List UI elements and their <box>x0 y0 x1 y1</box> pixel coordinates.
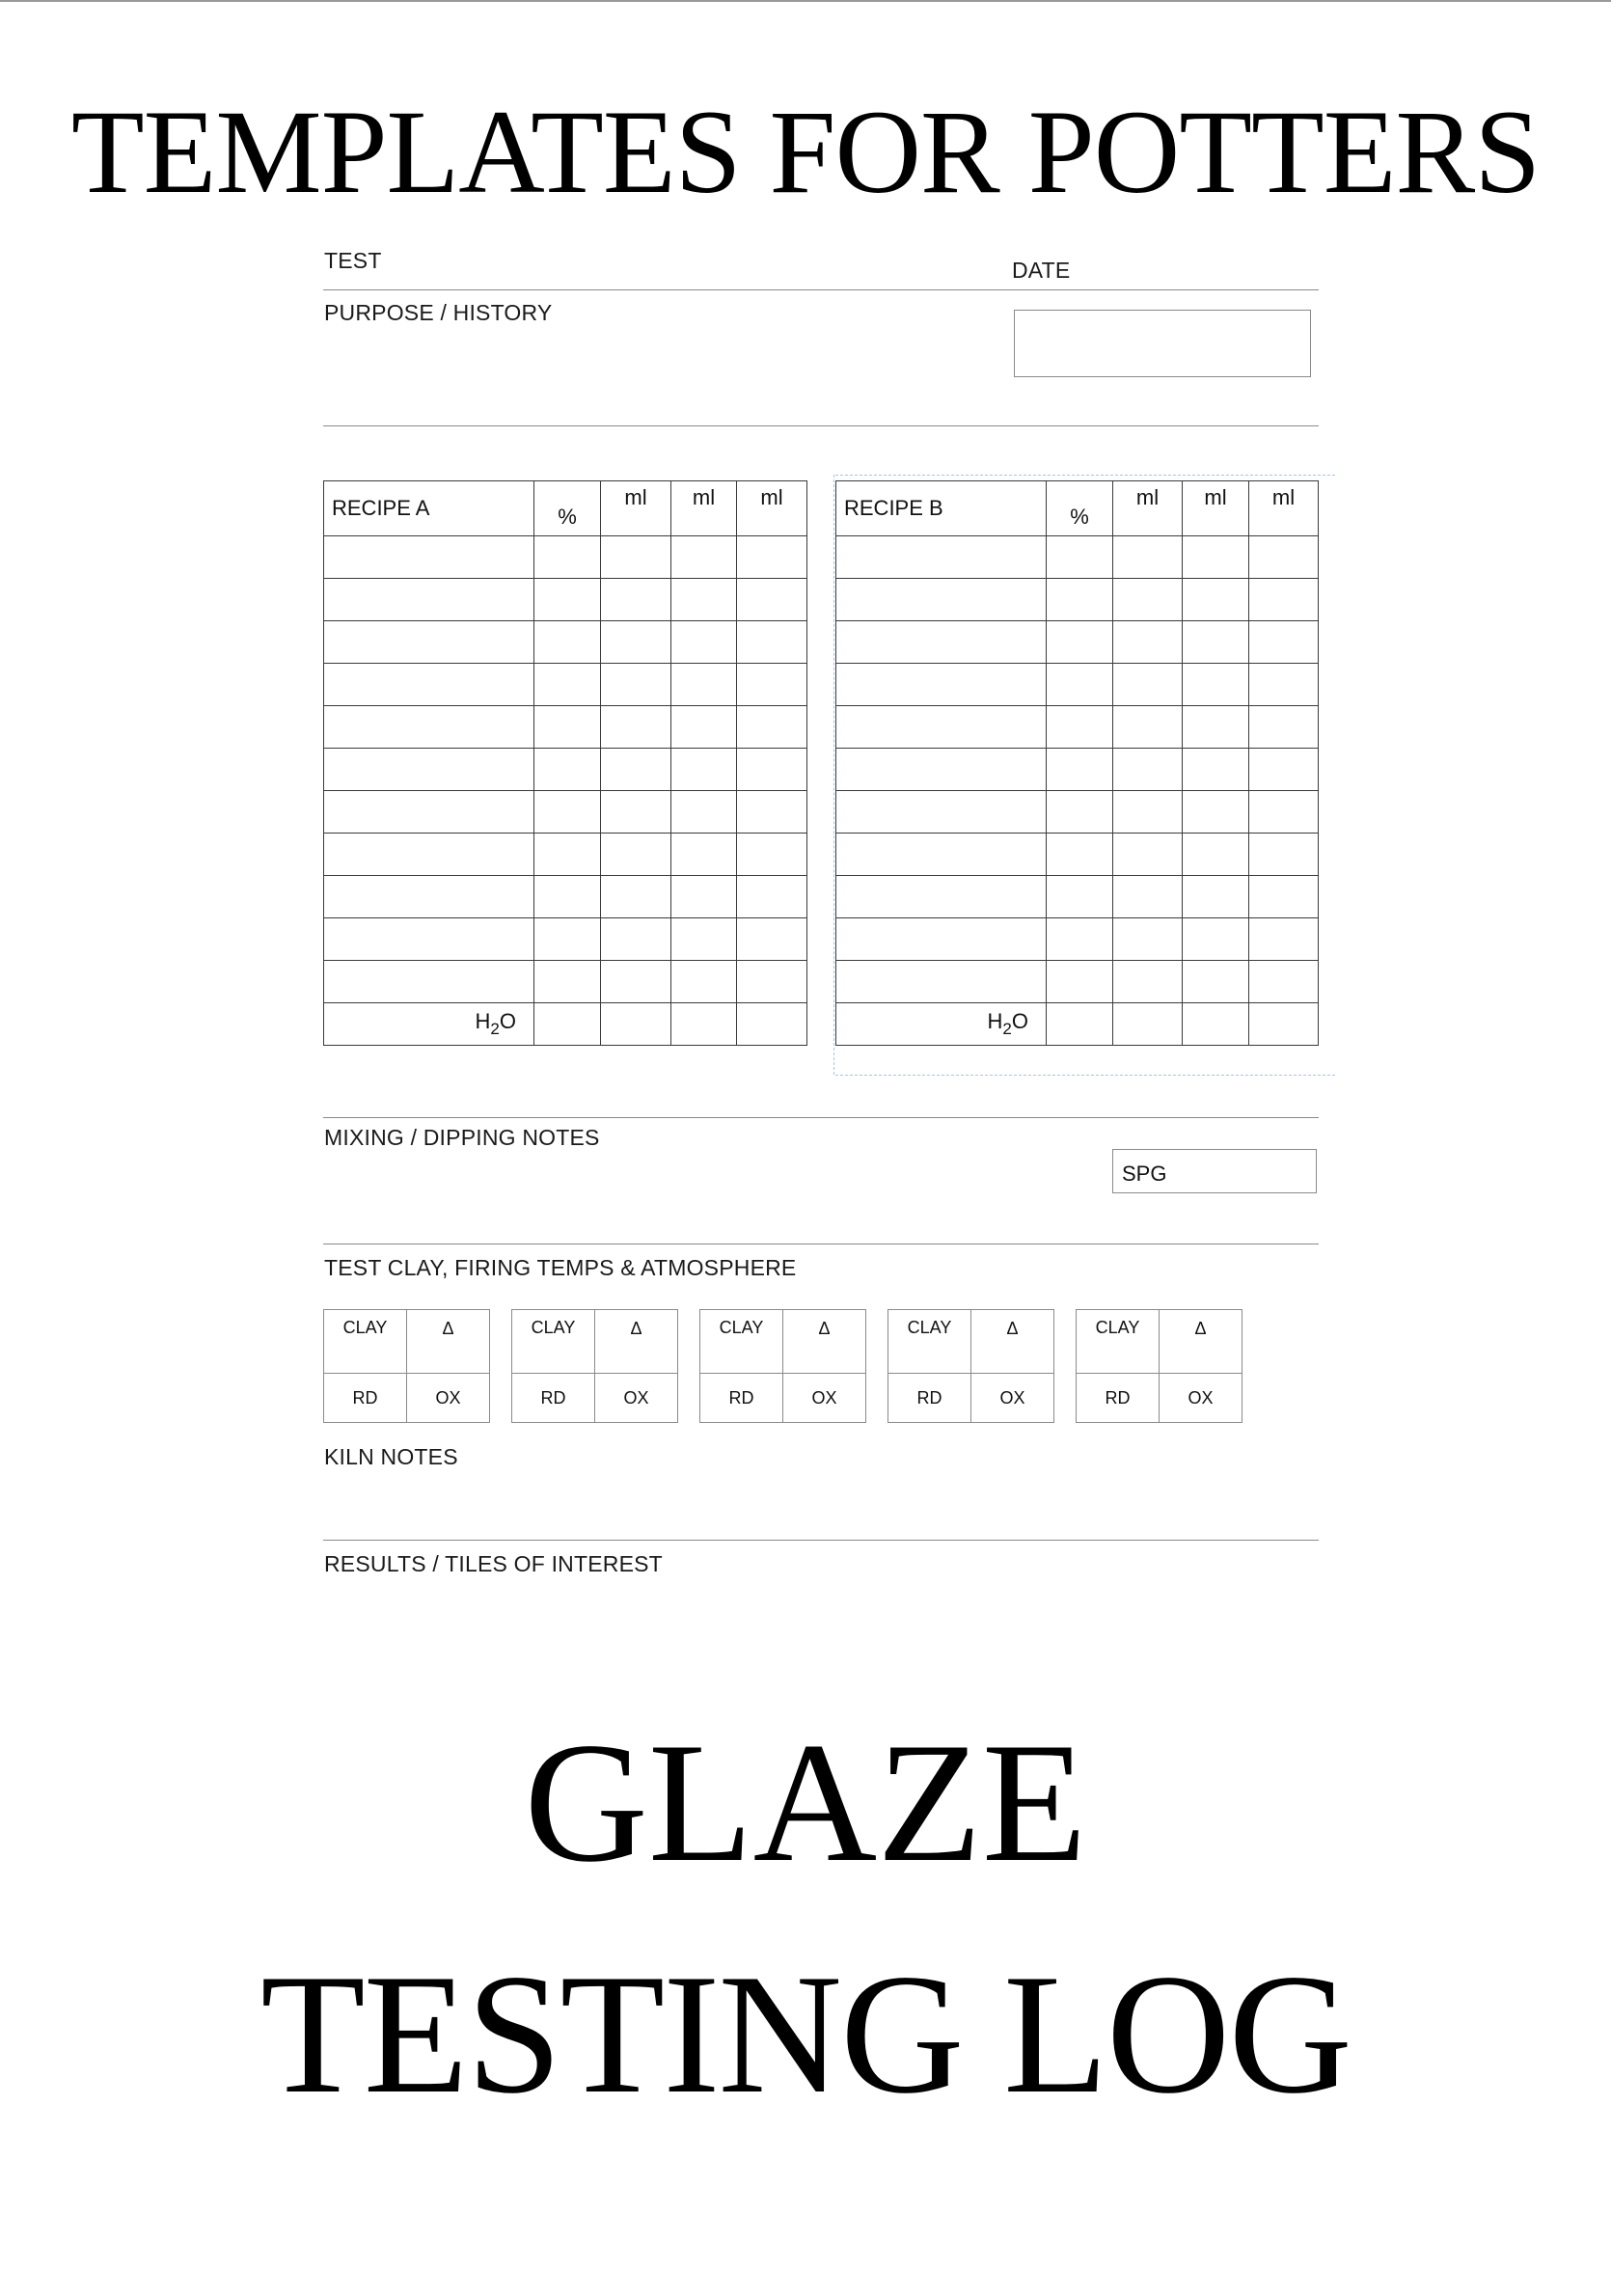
recipe-cell[interactable] <box>324 664 534 706</box>
recipe-cell[interactable] <box>1113 664 1183 706</box>
recipe-cell[interactable] <box>671 791 737 834</box>
recipe-cell[interactable] <box>671 876 737 918</box>
recipe-a-name: RECIPE A <box>324 481 534 536</box>
cone-icon[interactable]: Δ <box>1160 1310 1242 1374</box>
purpose-line <box>323 425 1319 426</box>
recipe-row <box>836 536 1319 579</box>
recipe-cell[interactable] <box>836 876 1047 918</box>
recipe-cell[interactable] <box>1183 791 1249 834</box>
recipe-cell[interactable] <box>601 834 671 876</box>
recipe-cell[interactable] <box>1047 579 1113 621</box>
oxidation-cell[interactable]: OX <box>407 1374 490 1423</box>
kiln-notes-line <box>323 1540 1319 1541</box>
recipe-b-ml-header: ml <box>1249 481 1319 536</box>
recipe-cell[interactable] <box>1047 621 1113 664</box>
spg-box[interactable] <box>1112 1149 1317 1193</box>
recipe-b-body <box>836 536 1319 1003</box>
recipe-cell[interactable] <box>1113 876 1183 918</box>
test-clay-label: TEST CLAY, FIRING TEMPS & ATMOSPHERE <box>324 1255 797 1280</box>
clay-cell[interactable]: CLAY <box>512 1310 595 1374</box>
recipe-cell[interactable] <box>1249 1003 1319 1046</box>
cone-icon[interactable]: Δ <box>595 1310 678 1374</box>
recipe-cell[interactable] <box>601 961 671 1003</box>
date-label: DATE <box>1012 258 1071 283</box>
recipe-cell[interactable] <box>836 621 1047 664</box>
recipe-cell[interactable] <box>737 621 807 664</box>
recipe-cell[interactable] <box>737 791 807 834</box>
recipe-cell[interactable] <box>1047 961 1113 1003</box>
recipe-row <box>324 536 807 579</box>
recipe-b-water-label: $H_2O$ <box>836 1003 1047 1046</box>
recipe-cell[interactable] <box>1113 961 1183 1003</box>
kiln-notes-label: KILN NOTES <box>324 1444 458 1469</box>
recipe-cell[interactable] <box>601 664 671 706</box>
recipe-row <box>324 918 807 961</box>
recipe-cell[interactable] <box>1113 749 1183 791</box>
recipe-cell[interactable] <box>1249 621 1319 664</box>
recipe-row <box>836 749 1319 791</box>
recipe-cell[interactable] <box>1047 706 1113 749</box>
recipe-cell[interactable] <box>324 536 534 579</box>
results-label: RESULTS / TILES OF INTEREST <box>324 1551 663 1576</box>
recipe-cell[interactable] <box>324 834 534 876</box>
recipe-cell[interactable] <box>601 579 671 621</box>
recipe-cell[interactable] <box>534 664 601 706</box>
recipe-row <box>324 834 807 876</box>
recipe-row <box>324 749 807 791</box>
recipe-cell[interactable] <box>671 834 737 876</box>
oxidation-cell[interactable]: OX <box>595 1374 678 1423</box>
recipe-cell[interactable] <box>1249 876 1319 918</box>
recipe-row <box>836 664 1319 706</box>
oxidation-cell[interactable]: OX <box>971 1374 1054 1423</box>
recipe-cell[interactable] <box>1113 918 1183 961</box>
recipe-cell[interactable] <box>534 876 601 918</box>
recipe-cell[interactable] <box>1183 1003 1249 1046</box>
title-glaze: GLAZE <box>524 1707 1087 1898</box>
recipe-cell[interactable] <box>671 579 737 621</box>
recipe-cell[interactable] <box>1183 961 1249 1003</box>
purpose-label: PURPOSE / HISTORY <box>324 300 553 325</box>
recipe-cell[interactable] <box>1249 961 1319 1003</box>
recipe-cell[interactable] <box>1113 791 1183 834</box>
kiln-box <box>511 1309 678 1423</box>
recipe-row <box>836 579 1319 621</box>
recipe-cell[interactable] <box>737 876 807 918</box>
recipe-cell[interactable] <box>737 834 807 876</box>
recipe-cell[interactable] <box>671 1003 737 1046</box>
recipe-cell[interactable] <box>601 876 671 918</box>
recipe-cell[interactable] <box>1183 876 1249 918</box>
recipe-cell[interactable] <box>601 536 671 579</box>
recipe-cell[interactable] <box>671 664 737 706</box>
recipe-cell[interactable] <box>1183 749 1249 791</box>
recipe-cell[interactable] <box>1113 536 1183 579</box>
recipe-cell[interactable] <box>836 961 1047 1003</box>
recipe-cell[interactable] <box>1113 706 1183 749</box>
recipe-cell[interactable] <box>836 536 1047 579</box>
recipe-cell[interactable] <box>601 621 671 664</box>
recipe-row <box>836 834 1319 876</box>
recipe-a-ml-header: ml <box>671 481 737 536</box>
cone-icon[interactable]: Δ <box>407 1310 490 1374</box>
recipe-cell[interactable] <box>601 749 671 791</box>
recipe-cell[interactable] <box>737 918 807 961</box>
reduction-cell[interactable]: RD <box>888 1374 971 1423</box>
recipe-row <box>324 664 807 706</box>
recipe-cell[interactable] <box>737 579 807 621</box>
recipe-cell[interactable] <box>324 918 534 961</box>
top-border <box>0 0 1611 2</box>
recipe-cell[interactable] <box>671 621 737 664</box>
recipe-cell[interactable] <box>1249 536 1319 579</box>
recipe-a-water-label: $H_2O$ <box>324 1003 534 1046</box>
spg-label: SPG <box>1122 1162 1167 1186</box>
reduction-cell[interactable]: RD <box>700 1374 783 1423</box>
recipe-cell[interactable] <box>324 706 534 749</box>
recipe-cell[interactable] <box>534 1003 601 1046</box>
recipe-row <box>836 961 1319 1003</box>
selection-outline-left <box>833 475 834 1075</box>
recipe-row <box>324 791 807 834</box>
recipe-cell[interactable] <box>324 749 534 791</box>
recipe-cell[interactable] <box>836 918 1047 961</box>
recipe-row <box>324 876 807 918</box>
recipe-cell[interactable] <box>1113 1003 1183 1046</box>
cone-icon[interactable]: Δ <box>971 1310 1054 1374</box>
recipe-cell[interactable] <box>1047 749 1113 791</box>
recipe-cell[interactable] <box>671 918 737 961</box>
recipe-b-ml-header: ml <box>1183 481 1249 536</box>
kiln-box <box>699 1309 866 1423</box>
recipe-cell[interactable] <box>1183 621 1249 664</box>
reduction-cell[interactable]: RD <box>512 1374 595 1423</box>
recipe-cell[interactable] <box>1047 876 1113 918</box>
recipe-cell[interactable] <box>324 579 534 621</box>
recipe-row <box>324 706 807 749</box>
selection-outline-bottom <box>835 1075 1335 1076</box>
recipe-b-name: RECIPE B <box>836 481 1047 536</box>
cone-icon[interactable]: Δ <box>783 1310 866 1374</box>
recipe-cell[interactable] <box>1249 918 1319 961</box>
recipe-row <box>836 791 1319 834</box>
recipe-cell[interactable] <box>1249 749 1319 791</box>
recipe-cell[interactable] <box>1183 834 1249 876</box>
clay-cell[interactable]: CLAY <box>324 1310 407 1374</box>
recipe-b-pct-header: % <box>1047 481 1113 536</box>
recipe-row <box>836 918 1319 961</box>
recipe-cell[interactable] <box>534 749 601 791</box>
recipe-cell[interactable] <box>324 791 534 834</box>
recipe-row <box>324 579 807 621</box>
recipe-row <box>324 621 807 664</box>
recipe-cell[interactable] <box>601 918 671 961</box>
recipe-cell[interactable] <box>737 1003 807 1046</box>
recipe-cell[interactable] <box>1113 621 1183 664</box>
recipe-cell[interactable] <box>1249 706 1319 749</box>
clay-cell[interactable]: CLAY <box>888 1310 971 1374</box>
recipe-cell[interactable] <box>534 918 601 961</box>
mixing-line <box>323 1117 1319 1118</box>
recipe-b-ml-header: ml <box>1113 481 1183 536</box>
recipe-cell[interactable] <box>324 961 534 1003</box>
recipe-cell[interactable] <box>1249 579 1319 621</box>
recipe-cell[interactable] <box>737 706 807 749</box>
recipe-cell[interactable] <box>671 749 737 791</box>
recipe-cell[interactable] <box>1047 918 1113 961</box>
recipe-cell[interactable] <box>1183 706 1249 749</box>
oxidation-cell[interactable]: OX <box>783 1374 866 1423</box>
recipe-cell[interactable] <box>1047 791 1113 834</box>
recipe-cell[interactable] <box>1183 536 1249 579</box>
recipe-row <box>836 706 1319 749</box>
recipe-cell[interactable] <box>601 791 671 834</box>
brand-heading: TEMPLATES FOR POTTERS <box>70 86 1541 218</box>
recipe-cell[interactable] <box>534 536 601 579</box>
recipe-cell[interactable] <box>1249 664 1319 706</box>
recipe-cell[interactable] <box>836 664 1047 706</box>
mixing-label: MIXING / DIPPING NOTES <box>324 1125 600 1150</box>
recipe-cell[interactable] <box>671 536 737 579</box>
recipe-cell[interactable] <box>1183 664 1249 706</box>
recipe-cell[interactable] <box>534 834 601 876</box>
recipe-cell[interactable] <box>1249 791 1319 834</box>
clay-cell[interactable]: CLAY <box>1077 1310 1160 1374</box>
kiln-box <box>1076 1309 1242 1423</box>
recipe-cell[interactable] <box>1183 918 1249 961</box>
recipe-cell[interactable] <box>836 706 1047 749</box>
recipe-a-table <box>323 480 807 1046</box>
reduction-cell[interactable]: RD <box>324 1374 407 1423</box>
recipe-cell[interactable] <box>1183 579 1249 621</box>
recipe-cell[interactable] <box>836 791 1047 834</box>
recipe-cell[interactable] <box>737 961 807 1003</box>
recipe-cell[interactable] <box>737 749 807 791</box>
recipe-cell[interactable] <box>534 706 601 749</box>
recipe-cell[interactable] <box>1047 536 1113 579</box>
recipe-a-ml-header: ml <box>601 481 671 536</box>
recipe-cell[interactable] <box>836 579 1047 621</box>
kiln-box <box>887 1309 1054 1423</box>
recipe-cell[interactable] <box>671 706 737 749</box>
date-box[interactable] <box>1014 310 1311 377</box>
recipe-cell[interactable] <box>324 876 534 918</box>
recipe-cell[interactable] <box>534 961 601 1003</box>
recipe-cell[interactable] <box>836 834 1047 876</box>
oxidation-cell[interactable]: OX <box>1160 1374 1242 1423</box>
recipe-cell[interactable] <box>1047 664 1113 706</box>
kiln-box <box>323 1309 490 1423</box>
recipe-b-table <box>835 480 1319 1046</box>
recipe-cell[interactable] <box>601 706 671 749</box>
recipe-cell[interactable] <box>534 621 601 664</box>
selection-outline-top <box>835 475 1335 476</box>
recipe-cell[interactable] <box>1047 834 1113 876</box>
recipe-row <box>324 961 807 1003</box>
clay-cell[interactable]: CLAY <box>700 1310 783 1374</box>
recipe-cell[interactable] <box>737 664 807 706</box>
recipe-a-body <box>324 536 807 1003</box>
recipe-cell[interactable] <box>836 749 1047 791</box>
test-line <box>323 289 1319 290</box>
reduction-cell[interactable]: RD <box>1077 1374 1160 1423</box>
recipe-cell[interactable] <box>1113 834 1183 876</box>
recipe-cell[interactable] <box>534 579 601 621</box>
recipe-cell[interactable] <box>1113 579 1183 621</box>
recipe-cell[interactable] <box>1047 1003 1113 1046</box>
recipe-a-pct-header: % <box>534 481 601 536</box>
recipe-cell[interactable] <box>671 961 737 1003</box>
recipe-cell[interactable] <box>737 536 807 579</box>
title-testing-log: TESTING LOG <box>260 1938 1351 2129</box>
test-label: TEST <box>324 248 382 273</box>
recipe-cell[interactable] <box>534 791 601 834</box>
recipe-row <box>836 621 1319 664</box>
recipe-row <box>836 876 1319 918</box>
recipe-a-ml-header: ml <box>737 481 807 536</box>
recipe-cell[interactable] <box>601 1003 671 1046</box>
recipe-cell[interactable] <box>1249 834 1319 876</box>
recipe-cell[interactable] <box>324 621 534 664</box>
